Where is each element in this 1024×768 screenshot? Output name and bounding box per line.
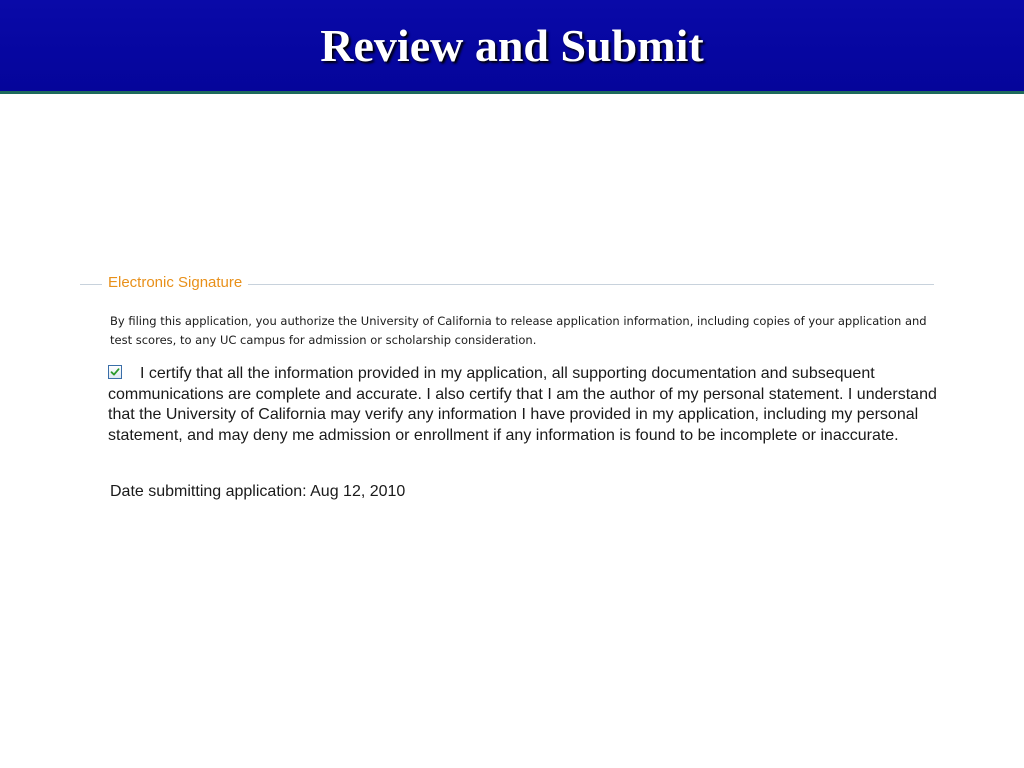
checkmark-icon bbox=[110, 367, 120, 377]
page-title: Review and Submit bbox=[320, 20, 704, 71]
submission-date bbox=[110, 482, 405, 502]
authorization-text: By filing this application, you authorize the University of California to release application information, including copies of your application and test scores, to any UC campus for admission or scholarship consideration. bbox=[110, 314, 927, 347]
certification-text: I certify that all the information provided in my application, all supporting documentation and subsequent communications are complete and accurate. I also certify that I am the author of my personal statement. I understand that the University of California may verify any information I have provided in my application, including my personal statement, and may deny me admission or enrollment if any information is found to be incomplete or inaccurate. bbox=[108, 365, 937, 444]
date-value: Aug 12, 2010 bbox=[310, 483, 406, 500]
certify-checkbox[interactable] bbox=[108, 365, 122, 379]
section-title: Electronic Signature bbox=[102, 272, 248, 294]
certification-block bbox=[108, 364, 938, 446]
title-bar bbox=[0, 0, 1024, 94]
date-label: Date submitting application: bbox=[110, 483, 307, 500]
